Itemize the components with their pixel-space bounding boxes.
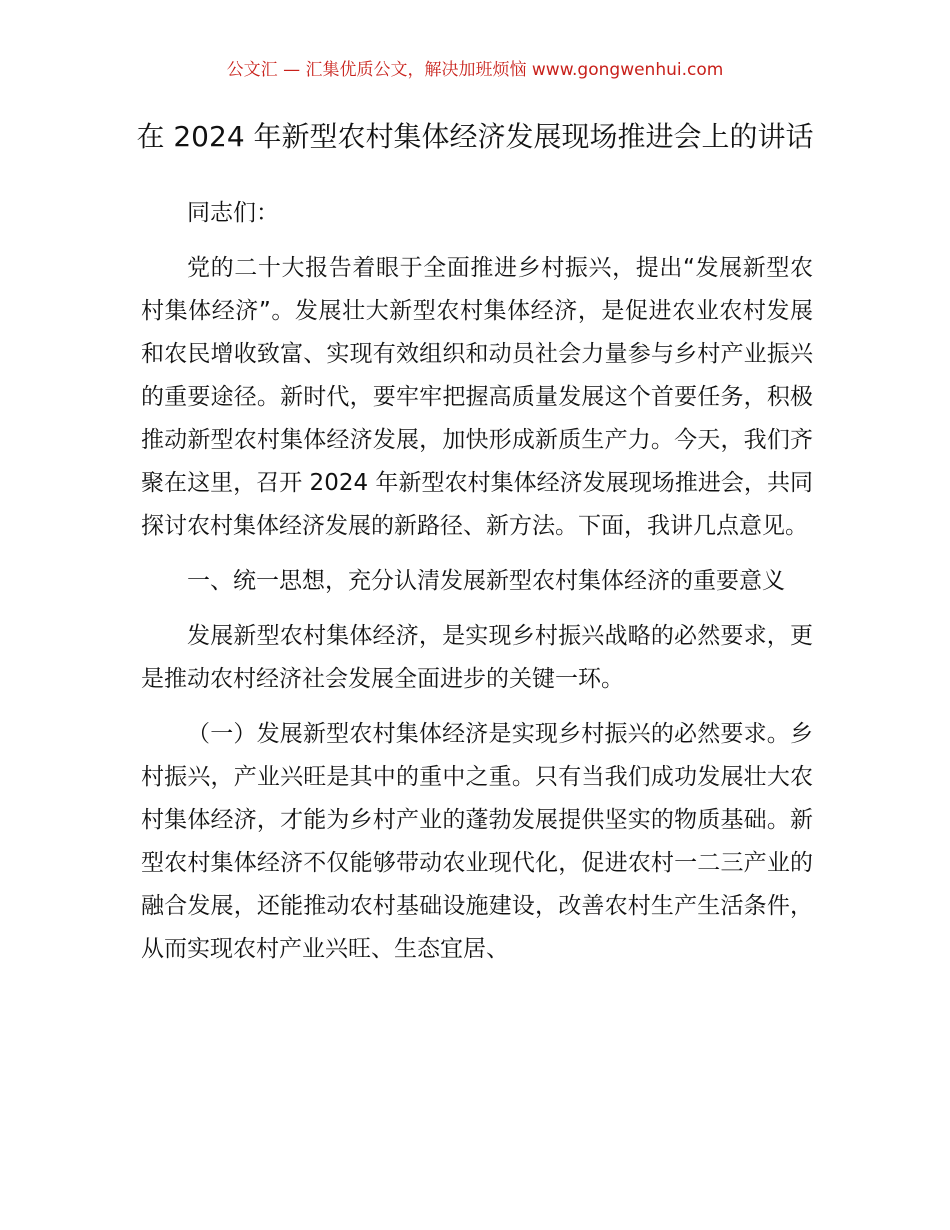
site-header-banner: 公文汇 — 汇集优质公文，解决加班烦恼 www.gongwenhui.com: [226, 60, 724, 80]
salutation: 同志们：: [187, 200, 279, 226]
paragraph-subsection-1: （一）发展新型农村集体经济是实现乡村振兴的必然要求。乡村振兴，产业兴旺是其中的重中之重。只有当我们成功发展壮大农村集体经济，才能为乡村产业的蓬勃发展提供坚实的物质基础。新型农村集体经济不仅能够带动农业现代化，促进农村一二三产业的融合发展，还能推动农村基础设施建设，改善农村生产生活条件，从而实现农村产业兴旺、生态宜居、: [141, 721, 813, 962]
document-body: [141, 192, 813, 983]
paragraph-intro: 党的二十大报告着眼于全面推进乡村振兴，提出“发展新型农村集体经济”。发展壮大新型农村集体经济，是促进农业农村发展和农民增收致富、实现有效组织和动员社会力量参与乡村产业振兴的重要途径。新时代，要牢牢把握高质量发展这个首要任务，积极推动新型农村集体经济发展，加快形成新质生产力。今天，我们齐聚在这里，召开 2024 年新型农村集体经济发展现场推进会，共同探讨农村集体经济发展的新路径、新方法。下面，我讲几点意见。: [141, 255, 813, 539]
document-title: 在 2024 年新型农村集体经济发展现场推进会上的讲话: [136, 120, 814, 153]
paragraph-section-1: 发展新型农村集体经济，是实现乡村振兴战略的必然要求，更是推动农村经济社会发展全面进步的关键一环。: [141, 623, 813, 692]
section-heading-1: 一、统一思想，充分认清发展新型农村集体经济的重要意义: [187, 568, 785, 594]
